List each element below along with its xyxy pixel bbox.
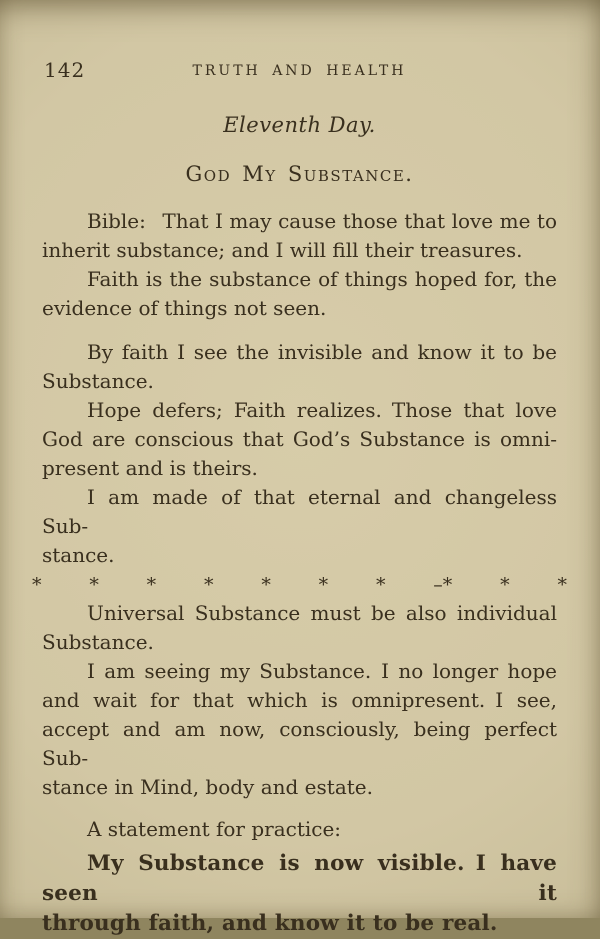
paragraph xyxy=(42,483,557,570)
asterisk: * xyxy=(203,573,214,596)
text-line: accept and am now, consciously, being perfect Sub- xyxy=(42,717,557,770)
asterisk: * xyxy=(32,573,42,596)
text-line: and wait for that which is omnipresent. I see, xyxy=(42,688,557,712)
text-line: Bible: That I may cause those that love me to xyxy=(87,209,557,233)
text-line: evidence of things not seen. xyxy=(42,296,327,320)
paragraph xyxy=(42,396,557,483)
paragraph xyxy=(42,338,557,396)
page-content xyxy=(32,0,567,939)
asterisk-separator xyxy=(32,570,567,599)
practice-statement xyxy=(42,849,557,939)
asterisk: * xyxy=(261,573,271,596)
text-line: Universal Substance must be also individual xyxy=(87,601,557,625)
paragraph xyxy=(42,599,557,657)
asterisk: * xyxy=(375,573,386,596)
subject-heading: God My Substance. xyxy=(185,162,414,186)
page-header xyxy=(42,0,557,86)
asterisk: * xyxy=(318,573,329,596)
text-line: stance in Mind, body and estate. xyxy=(42,775,373,799)
text-line: I am made of that eternal and changeless Sub- xyxy=(42,485,557,538)
asterisk: * xyxy=(89,573,99,596)
statement-line: through faith, and know it to be real. xyxy=(42,911,498,936)
asterisk: * xyxy=(557,573,567,596)
text-line: stance. xyxy=(42,543,115,567)
asterisk: –* xyxy=(433,573,453,596)
day-heading: Eleventh Day. xyxy=(223,113,376,137)
running-title: TRUTH AND HEALTH xyxy=(192,63,407,79)
body-text xyxy=(32,207,567,939)
text-line: I am seeing my Substance. I no longer hope xyxy=(87,659,557,683)
text-line: Hope defers; Faith realizes. Those that love xyxy=(87,398,557,422)
text-line: inherit substance; and I will fill their treasures. xyxy=(42,238,523,262)
paragraph xyxy=(42,207,557,265)
paragraph xyxy=(42,657,557,802)
text-line: Faith is the substance of things hoped for, the xyxy=(87,267,557,291)
asterisk: * xyxy=(500,573,510,596)
text-line: Substance. xyxy=(42,369,154,393)
practice-label: A statement for practice: xyxy=(87,817,342,841)
statement-line: My Substance is now visible. I have seen it xyxy=(42,851,557,906)
text-line: God are conscious that God’s Substance is omni- xyxy=(42,427,557,451)
text-line: present and is theirs. xyxy=(42,456,258,480)
paragraph xyxy=(42,265,557,323)
page-number: 142 xyxy=(44,58,86,82)
asterisk: * xyxy=(146,573,157,596)
text-line: Substance. xyxy=(42,630,154,654)
text-line: By faith I see the invisible and know it to be xyxy=(87,340,557,364)
